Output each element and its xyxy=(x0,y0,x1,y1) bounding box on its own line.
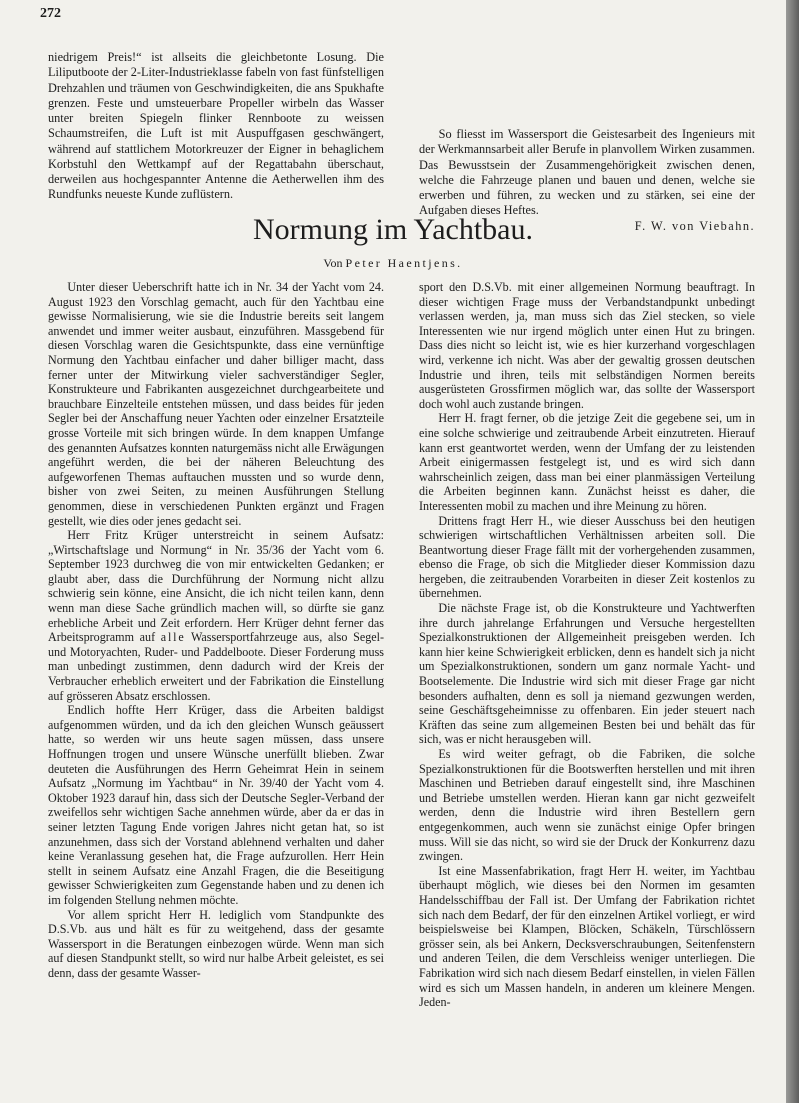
previous-article-closing-paragraph: So fliesst im Wassersport die Geistesarbeit des Ingenieurs mit der Werkmannsarbeit aller Berufe in planvollem Wirken zusammen. Das Bewusstsein der Zusammengehörigkeit zwischen denen, welche die Fahrzeuge planen und bauen und denen, welche sie erwerben und führen, zu wecken und zu stärken, sei eine der Aufgaben dieses Heftes. xyxy=(419,127,755,218)
article-byline xyxy=(0,255,786,271)
paragraph: Es wird weiter gefragt, ob die Fabriken, die solche Spezialkonstruktionen für die Bootswerften herstellen und mit ihren Maschinen und Betrieben darauf eingestellt sind, ihre Maschinen und Betriebe umstellen werden. Hieran kann gar nicht gezweifelt werden, denn die Industrie wird ihren Bestellern gern entgegenkommen, auch wenn sie zunächst einige Opfer bringen muss. Will sie das nicht, so wird sie der Druck der Konkurrenz dazu zwingen. xyxy=(419,747,755,864)
paragraph: Die nächste Frage ist, ob die Konstrukteure und Yachtwerften ihre durch jahrelange Erfahrungen und Versuche hergestellten Spezialkonstruktionen der Allgemeinheit preisgeben werden. Ich kann hier keine Schwierigkeit erblicken, denn es handelt sich ja nicht um Spezialkonstruktionen, sondern um ganz normale Yacht- und Bootselemente. Die Industrie wird sich mit dieser Frage gar nicht besonders aufhalten, denn es soll ja niemand gezwungen werden, seine Geschäftsgeheimnisse zu offenbaren. Ein jeder steuert nach Kräften das seine zum allgemeinen Besten bei und behält das für sich, was er nicht herausgeben will. xyxy=(419,601,755,747)
paragraph: Ist eine Massenfabrikation, fragt Herr H. weiter, im Yachtbau überhaupt möglich, wie dieses bei den Normen im gesamten Handelsschiffbau der Fall ist. Der Umfang der Fabrikation richtet sich nach dem Bedarf, der für den einzelnen Artikel vorliegt, er wird beispielsweise bei Klampen, Blöcken, Schäkeln, Türschlössern grösser sein, als bei Ankern, Decksverschraubungen, Seitenfenstern und anderen Teilen, die dem Verschleiss weniger unterliegen. Die Fabrikation wird sich nach diesem Bedarf einstellen, in vielen Fällen wird es sich um Massen handeln, in anderen um kleinere Mengen. Jeden- xyxy=(419,863,755,1010)
signature: F. W. von Viebahn. xyxy=(634,218,755,233)
article-left-column xyxy=(48,280,384,981)
previous-article-text: niedrigem Preis!“ ist allseits die gleichbetonte Losung. Die Liliputboote der 2-Liter-Industrieklasse fabeln von fast fünfstelligen Drehzahlen und träumen von Geschwindigkeiten, die ans Spukhafte grenzen. Feste und umsteuerbare Propeller wirbeln das Wasser unter breiten Spiegeln flinker Rennboote zu weissen Schaumstreifen, die Luft ist mit Auspuffgasen geschwängert, während auf stattlichem Motorkreuzer der Eigner in behaglichem Korbstuhl den Wettkampf auf der Regattabahn überschaut, derweilen aus hochgespannter Antenne die Aetherwellen ihm des Rundfunks neueste Kunde zuflüstern. xyxy=(48,50,384,202)
paragraph: Unter dieser Ueberschrift hatte ich in Nr. 34 der Yacht vom 24. August 1923 den Vorschlag gemacht, auch für den Yachtbau eine gewisse Normalisierung, wie sie die Industrie bereits seit langem anwendet und immer weiter ausbaut, einzuführen. Massgebend für diesen Vorschlag waren die Gesichtspunkte, dass eine vernünftige Normung den Yachtbau einfacher und daher billiger macht, dass ferner unter der Mitwirkung vieler sachverständiger Segler, Konstrukteure und Fabrikanten ausgezeichnet durchgearbeitete und brauchbare Einzelteile entstehen müssen, und dass beides für jeden Segler bei der Anschaffung neuer Yachten oder einzelner Ersatzteile grosse Vorteile mit sich bringen würde. In dem knappen Umfange des genannten Aufsatzes konnten naturgemäss nicht alle Erwägungen angeführt werden, die bei der näheren Beleuchtung des aufgeworfenen Themas auftauchen mussten und so wurde denn, bisher von zwei Seiten, zu meinen Ausführungen Stellung genommen, diese in verschiedenen Punkten ergänzt und Fragen gestellt, wie dies oder jenes gedacht sei. xyxy=(48,280,384,528)
page-edge-shadow xyxy=(786,0,799,1103)
paragraph: Endlich hoffte Herr Krüger, dass die Arbeiten baldigst aufgenommen würden, und da ich den gleichen Wunsch geäussert hatte, so werden wir uns heute sagen müssen, dass unsere Hoffnungen trogen und unsere Wünsche unerfüllt blieben. Zwar deuteten die Ausführungen des Herrn Geheimrat Hein in seinem Aufsatz „Normung im Yachtbau“ in Nr. 39/40 der Yacht vom 4. Oktober 1923 darauf hin, dass sich der Deutsche Segler-Verband der zweifellos sehr wichtigen Sache annehmen würde, aber da er das in seiner letzten Tagung Ende vorigen Jahres nicht getan hat, so ist anzunehmen, dass sich der Vorstand ablehnend verhalten und daher keine Veranlassung gesehen hat, die Frage aufzurollen. Herr Hein stellt in seinem Aufsatz eine Anzahl Fragen, die die Beseitigung gewisser Schwierigkeiten zum Gegenstande haben und zu denen ich im folgenden Stellung nehmen möchte. xyxy=(48,703,384,907)
byline-prefix: Von xyxy=(323,256,343,270)
paragraph: sport den D.S.Vb. mit einer allgemeinen Normung beauftragt. In dieser wichtigen Frage muss der Verbandstandpunkt unbedingt verlassen werden, ja, man muss sich das Ziel stecken, so viele Interessenten wie nur irgend möglich unter einen Hut zu bringen. Dass dies nicht so leicht ist, wie es hier kurzerhand vorgeschlagen wird, verkenne ich nicht. Was aber der gewaltig grossen deutschen Industrie und ihren, teils mit selbständigen Normen bereits ausgerüsteten Grossfirmen möglich war, das sollte der Wassersport doch wohl auch zustande bringen. xyxy=(419,280,755,411)
article-title: Normung im Yachtbau. xyxy=(253,213,533,246)
emphasized-word: alle xyxy=(160,630,186,645)
previous-article-left-column xyxy=(48,50,384,203)
paragraph: Vor allem spricht Herr H. lediglich vom Standpunkte des D.S.Vb. aus und hält es für zu weitgehend, dass der gesamte Wassersport in die Beratungen einbezogen würde. Wenn man sich auf diesen Standpunkt stellt, so wird nur halbe Arbeit geleistet, es sei denn, dass der gesamte Wasser- xyxy=(48,907,384,980)
paragraph: Drittens fragt Herr H., wie dieser Ausschuss bei den heutigen schwierigen wirtschaftlichen Verhältnissen arbeiten soll. Die Beantwortung dieser Frage fällt mit der vorhergehenden zusammen, ebenso die Frage, ob sich die Mitglieder dieser Kommission dazu hergeben, die zeitraubenden Vorarbeiten in dieser Zeit kostenlos zu übernehmen. xyxy=(419,513,755,601)
paragraph xyxy=(48,528,384,703)
paragraph: Herr H. fragt ferner, ob die jetzige Zeit die gegebene sei, um in eine solche schwierige und zeitraubende Arbeit einzutreten. Hierauf kann erst geantwortet werden, wenn der Umfang der zu leistenden Arbeit einigermassen festgelegt ist, und es wird sich dann wahrscheinlich zeigen, dass man bei einer planmässigen Verteilung die Arbeiten beginnen kann. Zunächst heisst es daher, die Interessenten mobil zu machen und ihre Meinung zu hören. xyxy=(419,411,755,513)
paragraph-part: Herr Fritz Krüger unterstreicht in seinem Aufsatz: „Wirtschaftslage und Normung“ in Nr. 35/36 der Yacht vom 6. September 1923 durchweg die von mir entwickelten Gedanken; er glaubt aber, dass die Durchführung der Normung nicht allzu schwierig sein könne, eine Ansicht, die ich nicht teilen kann, denn wenn man diese Sache gründlich machen will, so dürfte sie ganz erhebliche Arbeit und Zeit erfordern. Herr Krüger dehnt ferner das Arbeitsprogramm auf xyxy=(48,528,384,645)
article-right-column xyxy=(419,280,755,1010)
page-number: 272 xyxy=(40,6,61,21)
author-name: Peter Haentjens. xyxy=(345,256,463,270)
paragraph-part: Wassersportfahrzeuge aus, also Segel- und Motoryachten, Ruder- und Paddelboote. Dieser Forderung muss man unbedingt zustimmen, denn dadurch wird der Kreis der Verbraucher erheblich erweitert und der Fabrikation die Einstellung auf grösseren Absatz erschlossen. xyxy=(48,630,385,703)
